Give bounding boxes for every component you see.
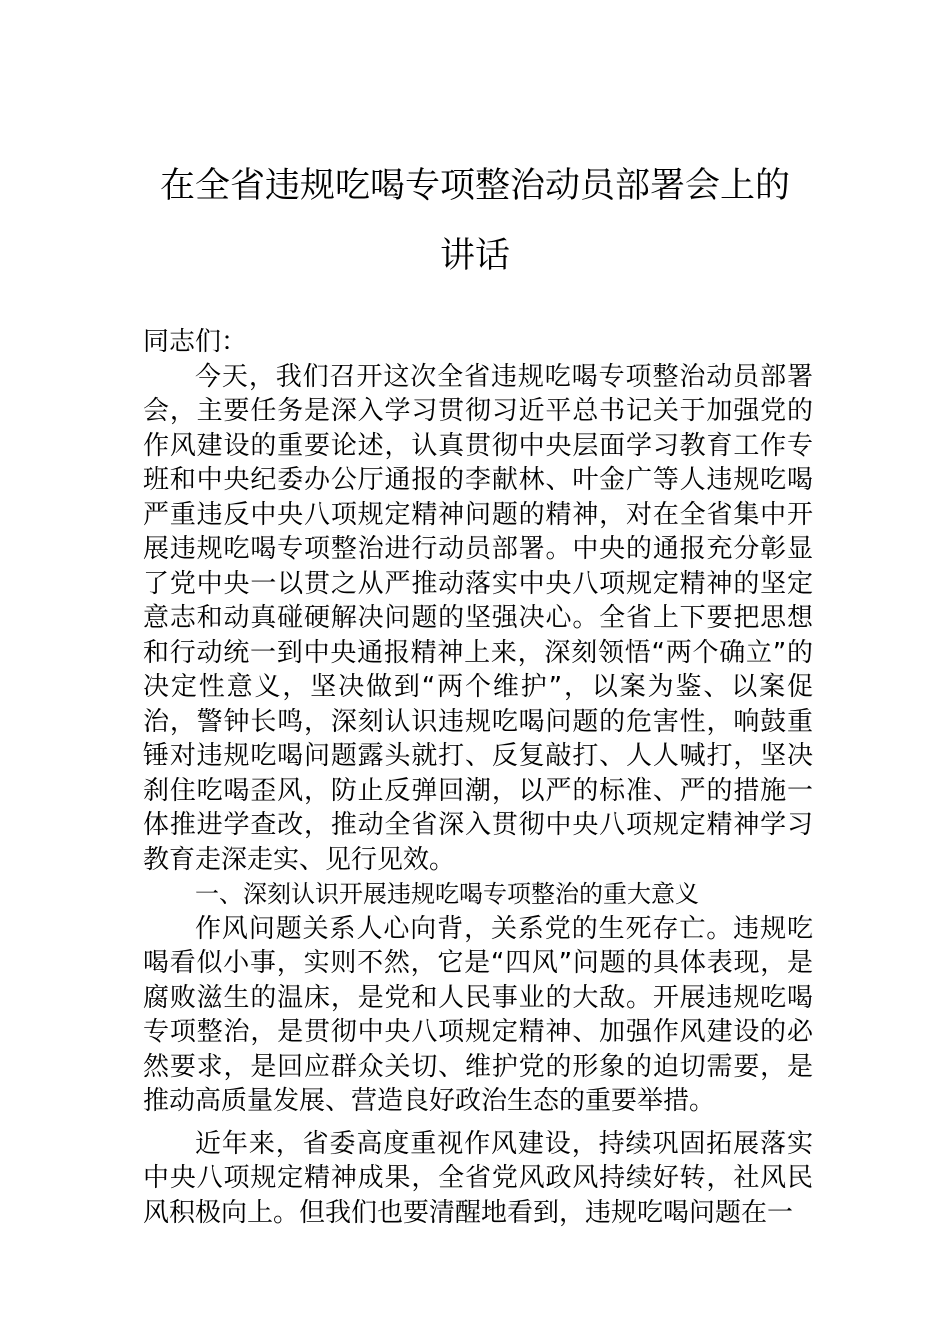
paragraph-intro: 今天，我们召开这次全省违规吃喝专项整治动员部署会，主要任务是深入学习贯彻习近平总书记关于加强党的作风建设的重要论述，认真贯彻中央层面学习教育工作专班和中央纪委办公厅通报的李献林、叶金广等人违规吃喝严重违反中央八项规定精神问题的精神，对在全省集中开展违规吃喝专项整治进行动员部署。中央的通报充分彰显了党中央一以贯之从严推动落实中央八项规定精神的坚定意志和动真碰硬解决问题的坚强决心。全省上下要把思想和行动统一到中央通报精神上来，深刻领悟“两个确立”的决定性意义，坚决做到“两个维护”，以案为鉴、以案促治，警钟长鸣，深刻认识违规吃喝问题的危害性，响鼓重锤对违规吃喝问题露头就打、反复敲打、人人喊打，坚决刹住吃喝歪风，防止反弹回潮，以严的标准、严的措施一体推进学查改，推动全省深入贯彻中央八项规定精神学习教育走深走实、见行见效。	[143, 361, 813, 875]
document-body	[143, 325, 813, 1230]
paragraph-recent-years: 近年来，省委高度重视作风建设，持续巩固拓展落实中央八项规定精神成果，全省党风政风持续好转，社风民风积极向上。但我们也要清醒地看到，违规吃喝问题在一	[143, 1128, 813, 1228]
document-title-line-2: 讲话	[439, 236, 510, 276]
salutation: 同志们：	[143, 327, 248, 357]
paragraph-significance: 作风问题关系人心向背，关系党的生死存亡。违规吃喝看似小事，实则不然，它是“四风”问题的具体表现，是腐败滋生的温床，是党和人民事业的大敌。开展违规吃喝专项整治，是贯彻中央八项规定精神、加强作风建设的必然要求，是回应群众关切、维护党的形象的迫切需要，是推动高质量发展、营造良好政治生态的重要举措。	[143, 913, 813, 1116]
section-heading-1: 一、深刻认识开展违规吃喝专项整治的重大意义	[195, 880, 699, 908]
document-title-line-1: 在全省违规吃喝专项整治动员部署会上的	[159, 166, 790, 206]
